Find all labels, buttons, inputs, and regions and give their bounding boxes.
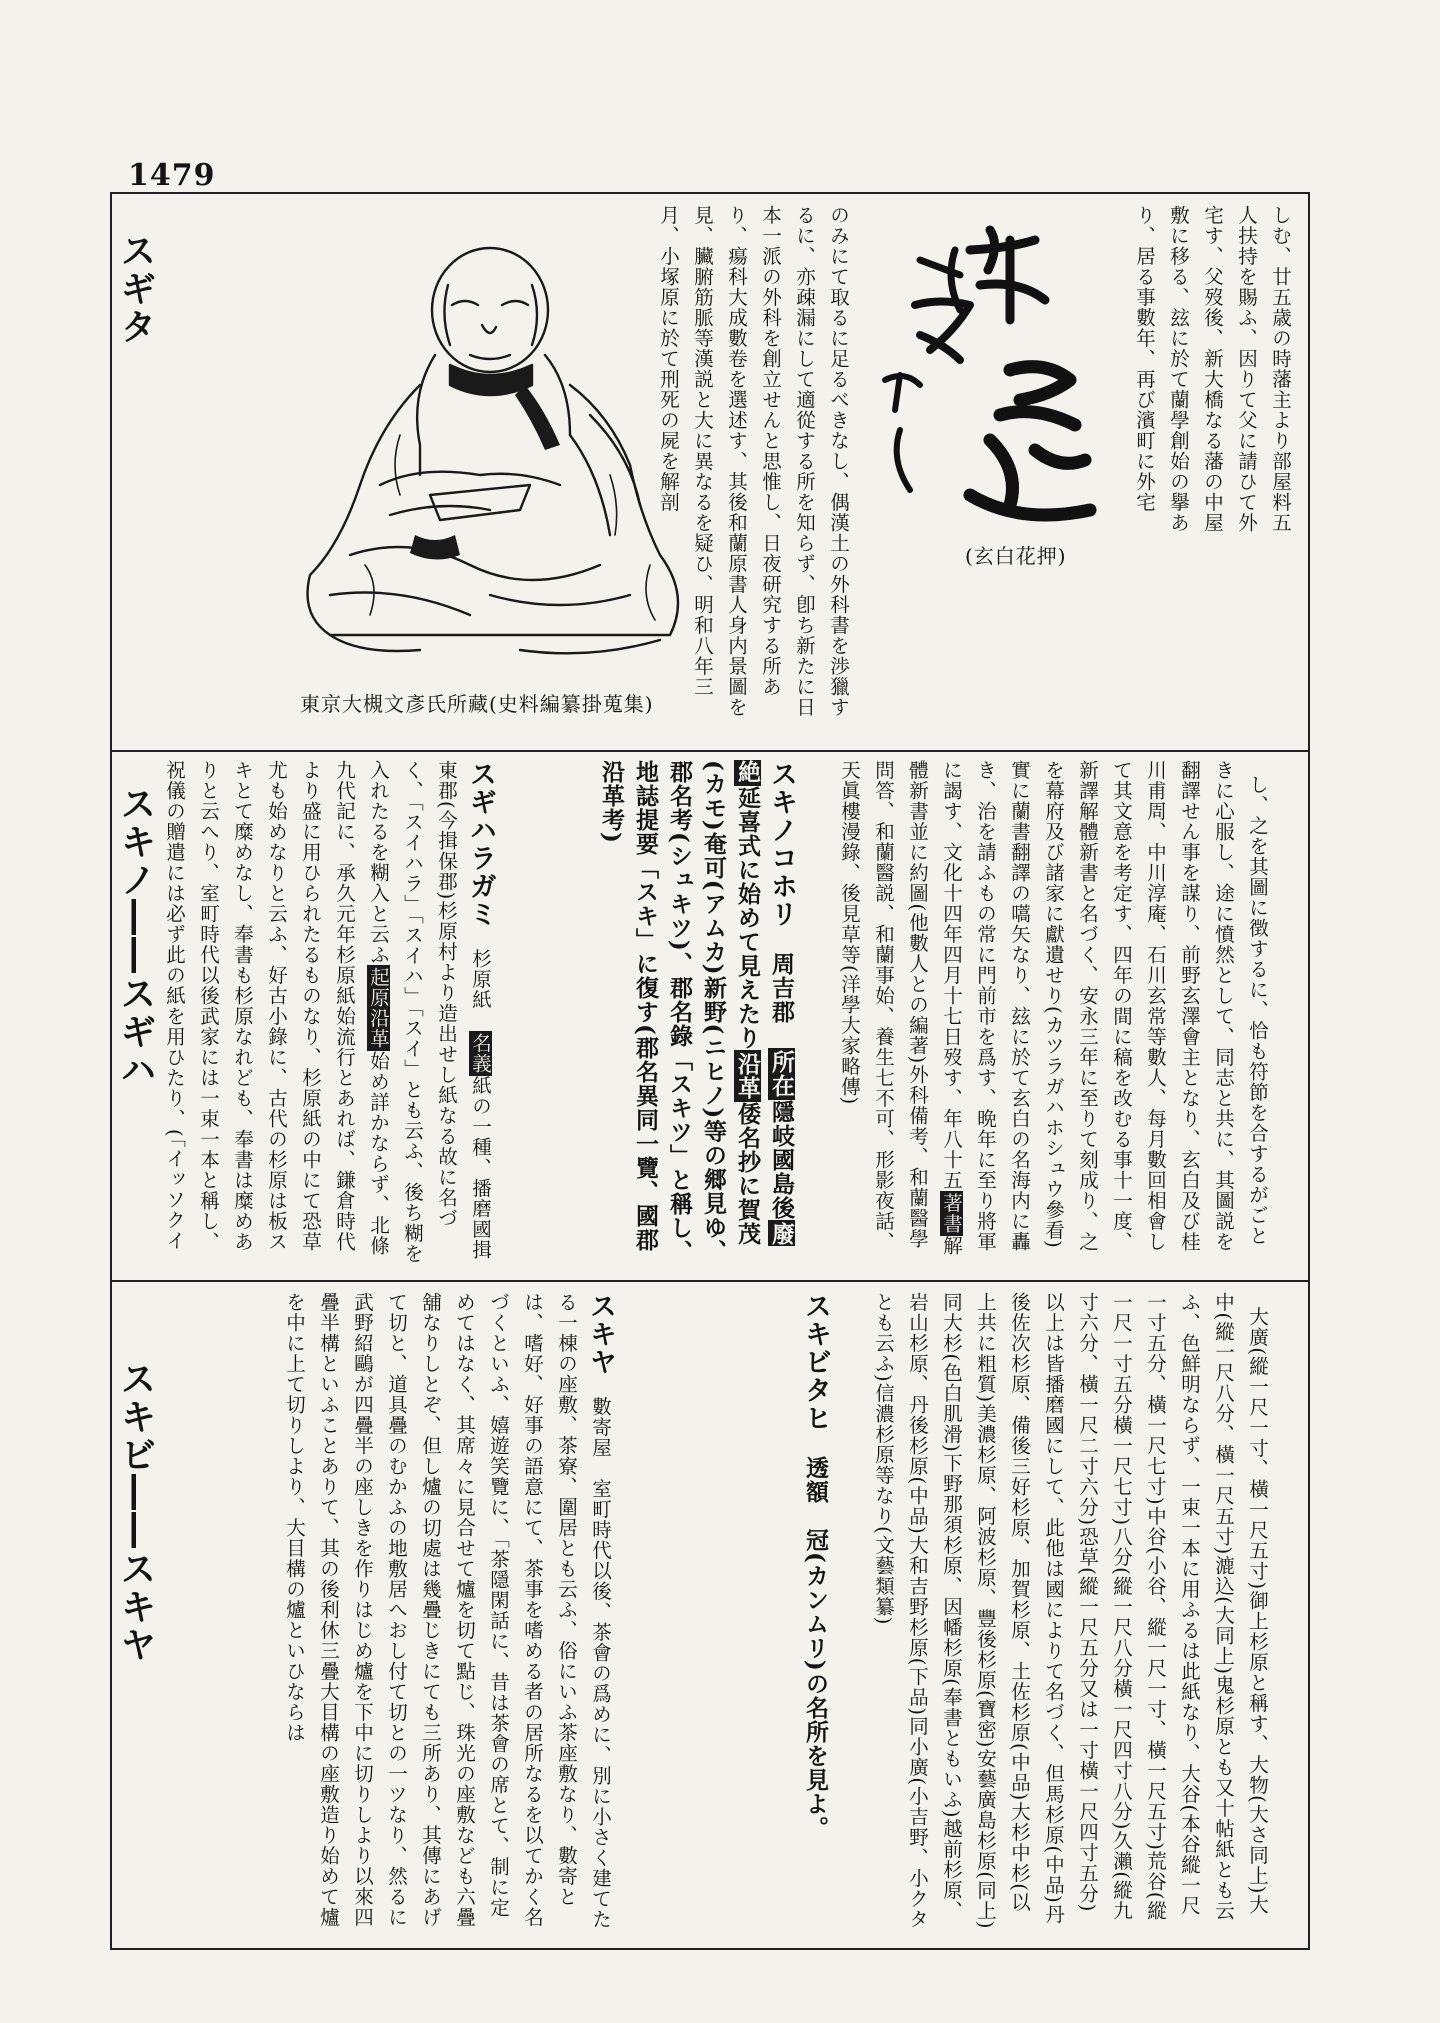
- sukinokori-abolished-text: 延喜式に始めて見えたり: [734, 786, 761, 1050]
- tag-location: 所在: [768, 1050, 795, 1098]
- page-number: 1479: [128, 158, 216, 193]
- sukiya-column: [155, 1292, 685, 1932]
- side-label-sugita: スギタ: [115, 232, 156, 346]
- entry-head-sugiharagami: スギハラガミ: [465, 760, 496, 928]
- sukinokori-history-text: 倭名抄に賀茂(カモ)奄可(アムカ)新野(ニヒノ)等の郷見ゆ、郡名考(シュキツ)、郡名錄「スキツ」と稱し、地誌提要「スキ」に復す(郡名異同一覽、國郡沿革考): [598, 760, 761, 1264]
- tag-name: 名義: [469, 1032, 492, 1074]
- sugiharagami-kinds-text: 大廣(縱一尺一寸、橫一尺五寸)御上杉原と稱す、大物(大さ同上)大中(縱一尺八分、橫一尺五寸)漉込(大同上)鬼杉原とも又十帖紙とも云ふ、色鮮明ならず、一束一本に用ふるは此紙なり、大谷(本谷縱一尺一寸五分、橫一尺七寸)中谷(小谷、縱一尺一寸、橫一尺五寸)荒谷(縱一尺一寸五分橫一尺七寸)八分(縱一尺八分橫一尺四寸八分)久瀨(縱九寸六分、橫一尺二寸六分)恐草(縱一尺五分又は一寸橫一尺四寸五分)以上は皆播磨國にして、此他は國によりて名づく、但馬杉原(中品)丹後佐次杉原、備後三好杉原、加賀杉原、土佐杉原(中品)大杉中杉(以上共に粗質)美濃杉原、阿波杉原、豐後杉原(寶密)安藝廣島杉原(同上)同大杉(色白肌滑)下野那須杉原、因幡杉原(奉書ともいふ)越前杉原、岩山杉原、丹後杉原(中品)大和吉野杉原(下品)同小廣(小吉野、小クタとも云ふ)信濃杉原等なり(文藝類纂): [872, 1292, 1269, 1930]
- sugiharagami-origin-text: 始め詳かならず、北條九代記に、承久元年杉原紙始流行とあれば、鎌倉時代より盛に用ひられたるものなり、杉原紙の中にて恐草尤も始めなりと云ふ、好古小錄に、古代の杉原は板スキとて糜めなし、奉書も杉原なれども、奉書は糜めありと云へり、室町時代以後武家には一束一本と稱し、祝儀の贈遣には必ず此の紙を用ひたり、(「イッソクイ: [163, 760, 390, 1256]
- tag-history: 沿革: [734, 1052, 761, 1100]
- portrait-caption: 東京大槻文彥氏所藏(史料編纂掛蒐集): [300, 692, 654, 716]
- sugiharagami-continued-column: [680, 1292, 1308, 1932]
- entry-sub-sukiya: 數寄屋: [589, 1396, 612, 1458]
- entry-head-sukiya: スキヤ: [585, 1292, 616, 1376]
- section-divider-top: [112, 750, 1308, 752]
- sukinokori-location-text: 隱岐國島後: [768, 1100, 795, 1220]
- entry-head-sukinokori: スキノコホリ: [766, 760, 797, 928]
- section-divider-bottom: [112, 1280, 1308, 1282]
- entry-sub-sukibitai: 透額: [802, 1456, 829, 1504]
- tag-origin: 起原沿革: [367, 967, 390, 1049]
- calligraphy-caption: (玄白花押): [965, 544, 1067, 568]
- sugita-continued-column: [560, 760, 1308, 1265]
- sugita-writings-text: 解體新書並に約圖(他數人との編著)外科備考、和蘭醫學問答、和蘭醫説、和蘭事始、養生七不可、形影夜話、天眞樓漫錄、後見草等(洋學大家略傳): [838, 760, 963, 1256]
- sugita-text-left: のみにて取るに足るべきなし、偶漢土の外科書を渉獵するに、亦疎漏にして適從する所を知らず、卽ち新たに日本一派の外科を創立せんと思惟し、日夜研究する所あり、瘍科大成數卷を選述す、其後和蘭原書人身内景圖を見、臟腑筋脈等漢説と大に異なるを疑ひ、明和八年三月、小塚原に於て刑死の屍を解剖: [657, 205, 850, 718]
- tag-writings: 著書: [940, 1192, 963, 1234]
- entry-sub-sugiharagami: 杉原紙: [469, 948, 492, 1010]
- entry-head-sukibitai: スキビタヒ: [800, 1292, 831, 1432]
- sugiharagami-name-text: 紙の一種、播磨國揖東郡(今揖保郡)杉原村より造出せし紙なる故に名づく、「スイハラ」「スイハ」「スイ」とも云ふ、後ち糊を入れたるを糊入と云ふ: [367, 760, 492, 1264]
- sugita-continued-text: し、之を其圖に徴するに、恰も符節を合するがごときに心服し、途に憤然として、同志と共に、其圖説を翻譯せん事を謀り、前野玄澤會主となり、玄白及び桂川甫周、中川淳庵、石川玄常等數人、每月數回相會して其文意を考定す、四年の間に稿を改むる事十一度、新譯解體新書と名づく、安永三年に至りて刻成り、之を幕府及び諸家に獻遺せり(カツラガハホシュウ參看)實に蘭書翻譯の嚆矢なり、玆に於て玄白の名海内に轟き、治を請ふもの常に門前市を爲す、晩年に至り將軍に謁す、文化十四年四月十七日歿す、年八十五: [940, 760, 1269, 1252]
- side-label-sukibi-sukiya: スキビ――スキヤ: [115, 1360, 156, 1664]
- sugita-text-right: しむ、廿五歳の時藩主より部屋料五人扶持を賜ふ、因りて父に請ひて外宅す、父歿後、新大橋なる藩の中屋敷に移る、玆に於て蘭學創始の擧あり、居る事數年、再び濱町に外宅: [1133, 205, 1292, 533]
- sukibitai-text: 冠(カンムリ)の名所を見よ。: [802, 1528, 829, 1840]
- calligraphy-signature-image: [860, 210, 1110, 540]
- tag-abolished: 廢絶: [734, 760, 795, 1246]
- entry-sub-sukinokori: 周吉郡: [768, 952, 795, 1024]
- sugita-text-mid: [870, 575, 1120, 750]
- sukiya-text: 室町時代以後、茶會の爲めに、別に小さく建てたる一棟の座敷、茶寮、圍居とも云ふ、俗にいふ茶座敷なり、數寄とは、嗜好、好事の語意にて、茶事を嗜める者の居所なるを以てかく名づくといふ、嬉遊笑覽に、「茶隱閑話に、昔は茶會の席とて、制に定めてはなく、其席々に見合せて爐を切て點じ、珠光の座敷なども六疊舖なりしとぞ、但し爐の切處は幾疊じきにても三所あり、其傳にあげて切と、道具疊のむかふの地敷居へおし付て切との一ツなり、然るに武野紹鷗が四疊半の座しきを作りはじめ爐を下中に切りしより以來四疊半構といふことありて、其の後利休三疊大目構の座敷造り始めて爐を中に上て切りしより、大目構の爐といひならは: [283, 1292, 612, 1930]
- side-label-sukino-sugiha: スキノ――スギハ: [115, 785, 156, 1089]
- sugiharagami-column: [155, 760, 565, 1265]
